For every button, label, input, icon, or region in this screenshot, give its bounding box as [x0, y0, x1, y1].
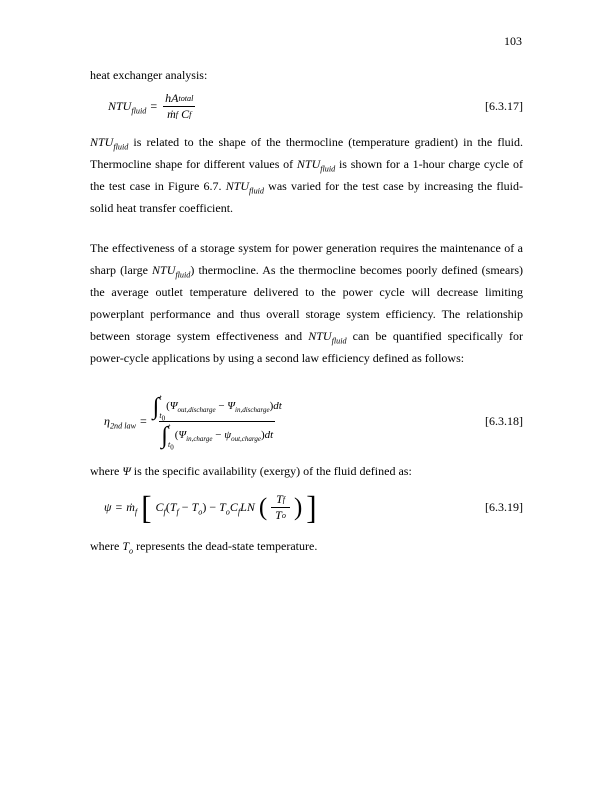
eq2-numerator-expression: $(\Psi_{out,discharge} - \Psi_{in,discharge})dt$: [166, 400, 282, 415]
integral-glyph: ∫: [161, 423, 168, 449]
eq3-fraction: [271, 492, 290, 523]
page-number: 103: [504, 34, 522, 48]
integral-sign: [152, 393, 166, 423]
intro-line: heat exchanger analysis:: [90, 68, 208, 82]
eq2-denominator-expression: $(\Psi_{in,charge} - \psi_{out,charge})dt$: [174, 429, 274, 444]
integral-limits: [159, 393, 166, 423]
integral-limits: [167, 422, 174, 452]
where-to-line: where $T_o$ represents the dead-state temperature.: [90, 539, 318, 556]
integral-glyph: ∫: [152, 394, 160, 420]
eq3-mdot: ṁ$_f$: [126, 500, 138, 517]
eq1-lhs: $NTU_{fluid}$: [108, 99, 147, 116]
equation-label-6-3-19: [6.3.19]: [485, 500, 523, 514]
paragraph-effectiveness: The effectiveness of a storage system for power generation requires the maintenance of a sharp (large $NTU_{fluid}$) thermocline. As the thermocline becomes poorly defined (smears) the average outlet temperature delivered to the power cycle will decrease limiting powerplant performance and thus overall storage system efficiency. The relationship between storage system effectiveness and $NTU_{fluid}$ can be quantified specifically for power-cycle applications by using a second law efficiency defined as follows:: [90, 241, 523, 365]
equation-6-3-19: [104, 488, 523, 526]
eq3-fraction-numerator: T f: [276, 492, 286, 506]
equation-6-3-19-body: ψ = ṁ$_f$ [ $C_f(T_f - T_o) - T_oC_fLN$ ( T f T o ) ]: [104, 488, 317, 526]
eq2-numerator: [151, 393, 284, 421]
integral-lower-limit: $t_0$: [167, 440, 174, 452]
equals-sign: =: [140, 414, 147, 428]
equation-label-6-3-18: [6.3.18]: [485, 414, 523, 428]
where-psi-line: where Ψ is the specific availability (exergy) of the fluid defined as:: [90, 464, 412, 478]
eq1-denominator: ṁ f C f: [163, 106, 195, 122]
eq2-lhs: $\eta_{2nd law}$: [104, 414, 137, 431]
integral-sign: [161, 422, 174, 452]
eq2-fraction: [151, 393, 284, 450]
integral-upper-limit: t: [167, 422, 171, 431]
page-content: [90, 64, 523, 557]
integral-upper-limit: t: [159, 393, 162, 402]
eq1-fraction: [161, 91, 197, 122]
equation-6-3-17-body: [108, 91, 197, 122]
equals-sign: =: [115, 500, 123, 514]
equation-6-3-18-body: [104, 393, 284, 450]
paragraph-ntu-fluid: $NTU_{fluid}$ is related to the shape of the thermocline (temperature gradient) in the fluid. Thermocline shape for different values of $NTU_{fluid}$ is shown for a 1-hour charge cycle of the test case in Figure 6.7. $NTU_{fluid}$ was varied for the test case by increasing the fluid-solid heat transfer coefficient.: [90, 135, 523, 215]
eq3-lhs: ψ: [104, 500, 112, 514]
equation-6-3-17: [108, 91, 523, 122]
integral-lower-limit: $t_0$: [159, 411, 166, 423]
equals-sign: =: [150, 99, 158, 113]
eq3-fraction-denominator: T o: [271, 507, 290, 523]
equation-6-3-18: [104, 393, 523, 450]
eq3-inner-expression: $C_f(T_f - T_o) - T_oC_fLN$: [155, 500, 255, 517]
eq2-denominator: [159, 421, 275, 450]
eq1-numerator: hA total: [165, 91, 194, 105]
equation-label-6-3-17: [6.3.17]: [485, 99, 523, 113]
